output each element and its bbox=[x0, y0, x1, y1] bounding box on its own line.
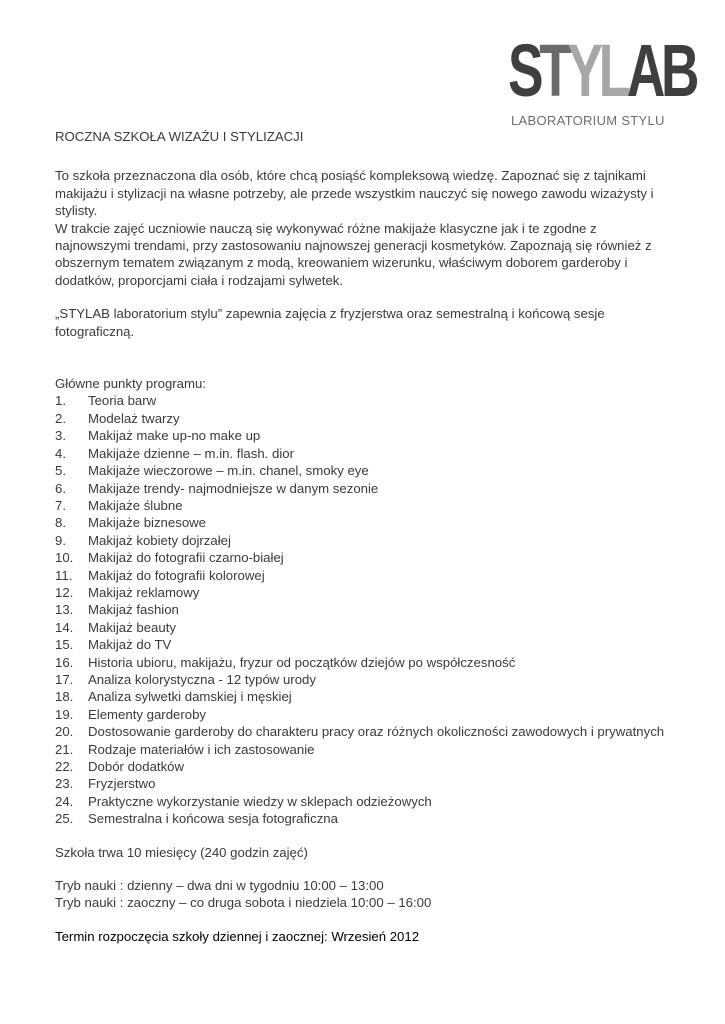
program-item-text: Fryzjerstwo bbox=[88, 776, 156, 792]
program-item bbox=[55, 549, 675, 566]
program-item bbox=[55, 532, 675, 549]
program-item-number: 7. bbox=[55, 497, 66, 513]
program-item-number: 16. bbox=[55, 654, 74, 670]
program-item-text: Makijaż make up-no make up bbox=[88, 428, 261, 444]
program-item bbox=[55, 775, 675, 792]
intro-paragraph-3: „STYLAB laboratorium stylu” zapewnia zajęcia z fryzjerstwa oraz semestralną i końcową sesje fotograficzną. bbox=[55, 306, 605, 339]
program-item-text: Makijaż beauty bbox=[88, 619, 176, 635]
program-item bbox=[55, 584, 675, 601]
document-title: ROCZNA SZKOŁA WIZAŻU I STYLIZACJI bbox=[55, 129, 304, 144]
stylab-logo bbox=[508, 29, 696, 130]
program-item bbox=[55, 706, 675, 723]
program-item-text: Makijaże dzienne – m.in. flash. dior bbox=[88, 445, 294, 461]
start-date: Termin rozpoczęcia szkoły dziennej i zaocznej: Wrzesień 2012 bbox=[55, 928, 420, 944]
program-item-number: 2. bbox=[55, 410, 66, 426]
program-item bbox=[55, 619, 675, 636]
program-item-number: 23. bbox=[55, 776, 74, 792]
program-item-text: Makijaże biznesowe bbox=[88, 515, 207, 531]
program-item-number: 8. bbox=[55, 515, 66, 531]
program-item bbox=[55, 410, 675, 427]
program-item-number: 6. bbox=[55, 480, 66, 496]
program-item-text: Praktyczne wykorzystanie wiedzy w sklepach odzieżowych bbox=[88, 793, 432, 809]
program-item-number: 3. bbox=[55, 428, 66, 444]
program-item-text: Rodzaje materiałów i ich zastosowanie bbox=[88, 741, 315, 757]
program-item bbox=[55, 636, 675, 653]
program-item-number: 11. bbox=[55, 567, 73, 583]
program-item bbox=[55, 567, 675, 584]
program-item-text: Makijaż reklamowy bbox=[88, 584, 200, 600]
program-item bbox=[55, 427, 675, 444]
program-item bbox=[55, 480, 675, 497]
program-item-text: Makijaż do fotografii czarno-białej bbox=[88, 550, 284, 566]
program-item bbox=[55, 392, 675, 409]
program-item bbox=[55, 671, 675, 688]
program-item bbox=[55, 688, 675, 705]
program-item-text: Makijaże trendy- najmodniejsze w danym sezonie bbox=[88, 480, 379, 496]
program-item-text: Makijaż do fotografii kolorowej bbox=[88, 567, 265, 583]
program-item bbox=[55, 497, 675, 514]
program-item bbox=[55, 514, 675, 531]
program-item-number: 22. bbox=[55, 759, 74, 774]
logo-wordmark: STYLAB bbox=[508, 29, 696, 112]
program-item-number: 19. bbox=[55, 706, 74, 722]
program-item-number: 9. bbox=[55, 532, 66, 548]
logo-subtitle: LABORATORIUM STYLU bbox=[511, 113, 665, 128]
program-item-text: Dobór dodatków bbox=[88, 759, 185, 774]
program-heading: Główne punkty programu: bbox=[55, 376, 206, 392]
program-item-number: 1. bbox=[55, 393, 66, 409]
program-item-text: Makijaż fashion bbox=[88, 602, 179, 618]
program-item bbox=[55, 758, 675, 775]
program-item-text: Analiza kolorystyczna - 12 typów urody bbox=[88, 671, 316, 687]
program-item-text: Makijaż do TV bbox=[88, 637, 172, 653]
program-item-number: 5. bbox=[55, 463, 66, 479]
program-item bbox=[55, 445, 675, 462]
program-item-text: Semestralna i końcowa sesja fotograficzna bbox=[88, 811, 338, 827]
program-item-number: 13. bbox=[55, 602, 74, 618]
duration-text: Szkoła trwa 10 miesięcy (240 godzin zajęć) bbox=[55, 844, 308, 860]
program-list bbox=[55, 392, 675, 827]
program-item-number: 10. bbox=[55, 550, 74, 566]
program-item-text: Makijaż kobiety dojrzałej bbox=[88, 532, 231, 548]
program-item-number: 24. bbox=[55, 793, 74, 809]
program-item bbox=[55, 654, 675, 671]
program-item bbox=[55, 462, 675, 479]
program-item-text: Modelaż twarzy bbox=[88, 410, 180, 426]
program-item-text: Elementy garderoby bbox=[88, 706, 207, 722]
program-item-text: Historia ubioru, makijażu, fryzur od początków dziejów po współczesność bbox=[88, 654, 516, 670]
program-item bbox=[55, 601, 675, 618]
program-item bbox=[55, 741, 675, 758]
program-item-number: 18. bbox=[55, 689, 74, 705]
program-item-number: 25. bbox=[55, 811, 74, 827]
program-item-number: 15. bbox=[55, 637, 74, 653]
program-item-number: 20. bbox=[55, 724, 74, 740]
program-item bbox=[55, 810, 675, 827]
program-item-text: Makijaże ślubne bbox=[88, 497, 183, 513]
intro-paragraph-1: To szkoła przeznaczona dla osób, które chcą posiąść kompleksową wiedzę. Zapoznać się z tajnikami makijażu i stylizacji na własne potrzeby, ale przede wszystkim nauczyć się nowego zawodu wizażysty i stylisty. bbox=[55, 168, 654, 219]
program-item-number: 21. bbox=[55, 741, 74, 757]
program-item-number: 4. bbox=[55, 445, 66, 461]
program-item-text: Teoria barw bbox=[88, 393, 157, 409]
document-body bbox=[55, 128, 675, 945]
program-item bbox=[55, 723, 675, 740]
program-item bbox=[55, 793, 675, 810]
program-item-number: 12. bbox=[55, 584, 74, 600]
program-item-number: 17. bbox=[55, 671, 74, 687]
mode-day: Tryb nauki : dzienny – dwa dni w tygodniu 10:00 – 13:00 bbox=[55, 878, 384, 894]
intro-paragraph-2: W trakcie zajęć uczniowie nauczą się wykonywać różne makijaże klasyczne jak i te zgodne z najnowszymi trendami, przy zastosowaniu najnowszej generacji kosmetyków. Zapoznają się również z obszernym tematem związanym z modą, kreowaniem wizerunku, właściwym doborem garderoby i dodatków, proporcjami ciała i rodzajami sylwetek. bbox=[55, 220, 652, 288]
program-item-text: Dostosowanie garderoby do charakteru pracy oraz różnych okoliczności zawodowych i prywatnych bbox=[88, 724, 665, 740]
program-item-text: Analiza sylwetki damskiej i męskiej bbox=[88, 689, 292, 705]
mode-weekend: Tryb nauki : zaoczny – co druga sobota i niedziela 10:00 – 16:00 bbox=[55, 895, 432, 911]
program-item-number: 14. bbox=[55, 619, 74, 635]
program-item-text: Makijaże wieczorowe – m.in. chanel, smoky eye bbox=[88, 463, 369, 479]
